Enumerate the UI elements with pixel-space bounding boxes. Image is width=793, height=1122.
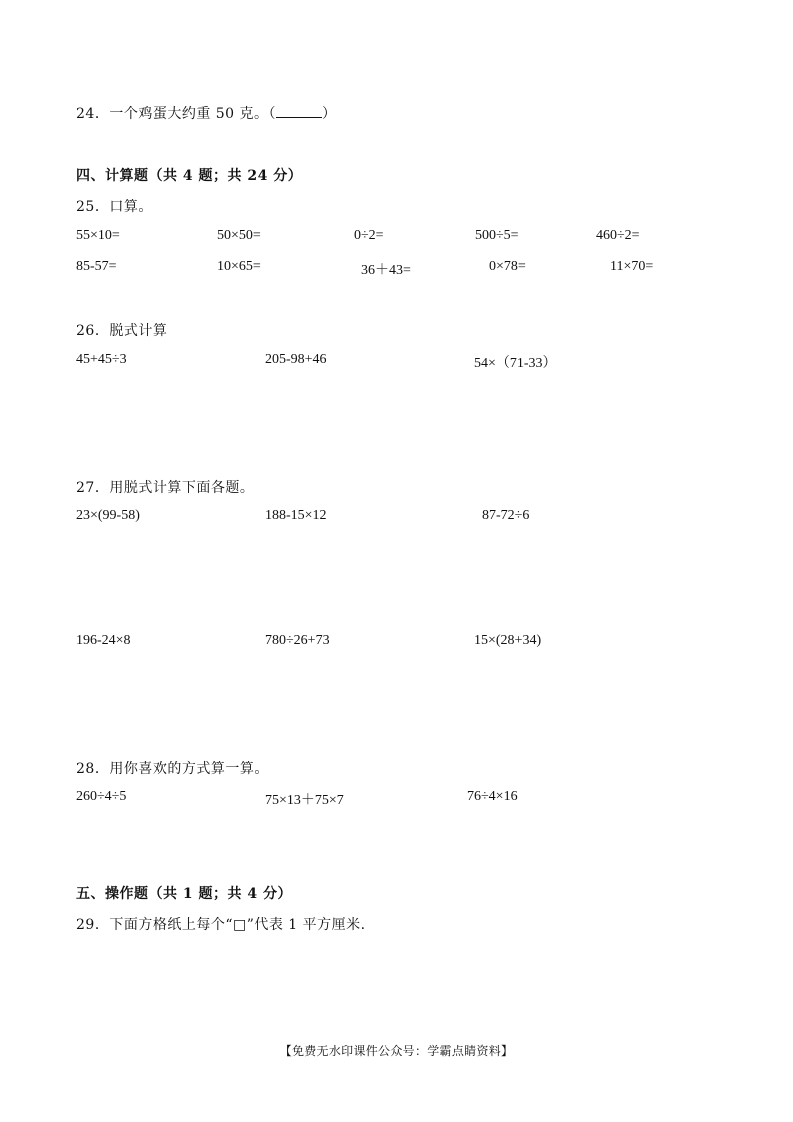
expression: 15×(28+34) [474,633,542,648]
expression: 87-72÷6 [482,508,530,523]
expression: 75×13＋75×7 [265,793,344,808]
question-24-text: 24．一个鸡蛋大约重 50 克。（ [76,106,277,122]
expression: 50×50= [217,228,261,243]
question-25-title: 25．口算。 [76,199,153,215]
expression: 76÷4×16 [467,789,518,804]
expression: 23×(99-58) [76,508,140,523]
section-5-title: 五、操作题（共 1 题；共 4 分） [76,886,292,902]
expression: 460÷2= [596,228,640,243]
section-4-title: 四、计算题（共 4 题；共 24 分） [76,168,303,184]
expression: 54×（71-33） [474,356,557,371]
expression: 85-57= [76,259,117,274]
question-28-title: 28．用你喜欢的方式算一算。 [76,761,269,777]
question-26-title: 26．脱式计算 [76,323,168,339]
expression: 36＋43= [361,263,411,278]
expression: 188-15×12 [265,508,327,523]
question-29-title: 29．下面方格纸上每个“□”代表 1 平方厘米. [76,917,366,933]
expression: 55×10= [76,228,120,243]
expression: 0×78= [489,259,526,274]
expression: 260÷4÷5 [76,789,127,804]
page-footer: 【免费无水印课件公众号：学霸点睛资料】 [279,1044,514,1058]
expression: 196-24×8 [76,633,131,648]
answer-blank[interactable] [276,105,322,118]
question-24 [76,103,337,123]
expression: 205-98+46 [265,352,327,367]
expression: 10×65= [217,259,261,274]
expression: 45+45÷3 [76,352,127,367]
expression: 11×70= [610,259,654,274]
expression: 780÷26+73 [265,633,330,648]
question-27-title: 27．用脱式计算下面各题。 [76,480,255,496]
expression: 0÷2= [354,228,384,243]
expression: 500÷5= [475,228,519,243]
question-24-close: ） [322,106,337,122]
